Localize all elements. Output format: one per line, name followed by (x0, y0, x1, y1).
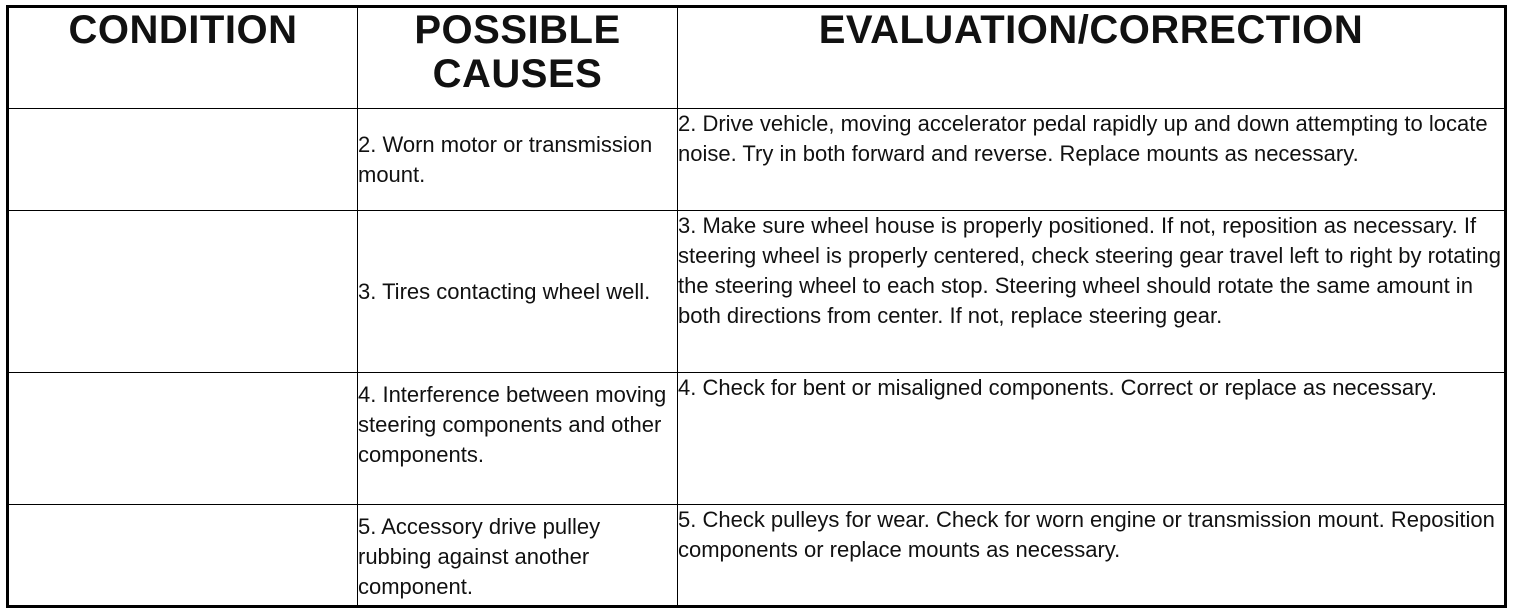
header-condition: CONDITION (8, 7, 358, 109)
correction-cell: 2. Drive vehicle, moving accelerator pedal rapidly up and down attempting to locate noise. Try in both forward and reverse. Replace mounts as necessary. (678, 109, 1506, 211)
correction-cell: 3. Make sure wheel house is properly positioned. If not, reposition as necessary. If steering wheel is properly centered, check steering gear travel left to right by rotating the steering wheel to each stop. Steering wheel should rotate the same amount in both directions from center. If not, replace steering gear. (678, 211, 1506, 373)
correction-cell: 4. Check for bent or misaligned components. Correct or replace as necessary. (678, 373, 1506, 505)
table-header-row (8, 7, 1506, 109)
table-row (8, 505, 1506, 607)
table-row (8, 373, 1506, 505)
cause-cell: 4. Interference between moving steering components and other components. (358, 373, 678, 505)
cause-cell: 5. Accessory drive pulley rubbing against another component. (358, 505, 678, 607)
cause-cell: 3. Tires contacting wheel well. (358, 211, 678, 373)
diagnosis-table (6, 5, 1507, 608)
header-possible-causes-line1: POSSIBLE (414, 8, 621, 52)
table-row (8, 109, 1506, 211)
condition-cell (8, 211, 358, 373)
cause-cell: 2. Worn motor or transmission mount. (358, 109, 678, 211)
condition-cell (8, 373, 358, 505)
condition-cell (8, 109, 358, 211)
table-row (8, 211, 1506, 373)
header-possible-causes (358, 7, 678, 109)
condition-cell (8, 505, 358, 607)
correction-cell: 5. Check pulleys for wear. Check for worn engine or transmission mount. Reposition components or replace mounts as necessary. (678, 505, 1506, 607)
header-possible-causes-line2: CAUSES (432, 52, 603, 96)
header-evaluation-correction: EVALUATION/CORRECTION (678, 7, 1506, 109)
